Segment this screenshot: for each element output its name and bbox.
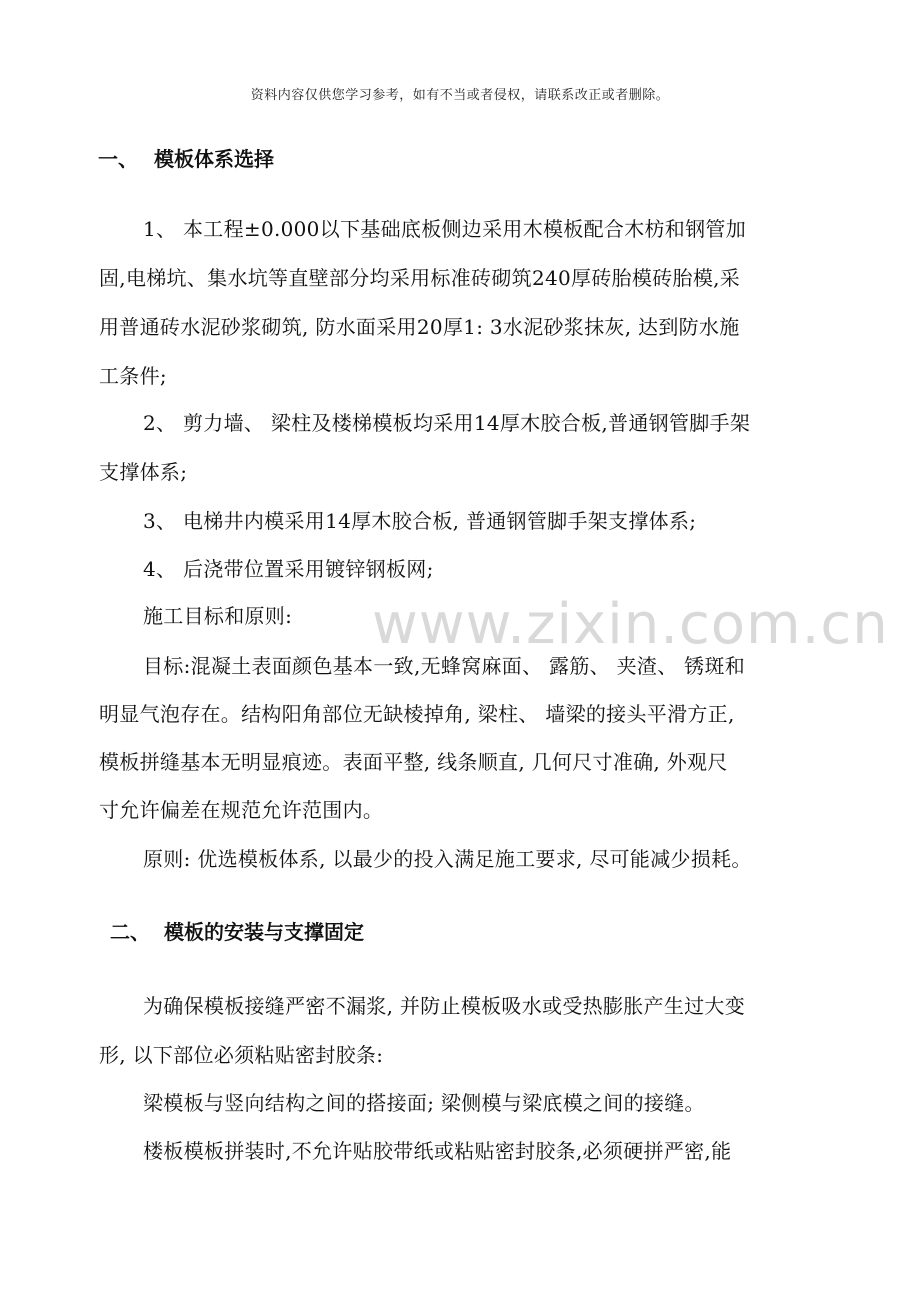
section-1-line: 用普通砖水泥砂浆砌筑, 防水面采用20厚1: 3水泥砂浆抹灰, 达到防水施 xyxy=(99,315,740,339)
section-1-line: 寸允许偏差在规范允许范围内。 xyxy=(99,798,384,822)
section-2-line: 楼板模板拼装时,不允许贴胶带纸或粘贴密封胶条,必须硬拼严密,能 xyxy=(143,1139,732,1163)
section-2-line: 形, 以下部位必须粘贴密封胶条: xyxy=(99,1043,384,1067)
watermark: www.zixin.com.cn xyxy=(372,592,889,657)
section-2-line: 梁模板与竖向结构之间的搭接面; 梁侧模与梁底模之间的接缝。 xyxy=(143,1091,705,1115)
section-1-line: 3、 电梯井内模采用14厚木胶合板, 普通钢管脚手架支撑体系; xyxy=(143,509,697,533)
section-2-heading xyxy=(110,916,364,945)
section-1-title: 模板体系选择 xyxy=(154,147,274,171)
section-1-line: 施工目标和原则: xyxy=(143,604,293,628)
section-1-line: 4、 后浇带位置采用镀锌钢板网; xyxy=(143,557,434,581)
section-1-line: 工条件; xyxy=(99,364,167,388)
section-2-number: 二、 xyxy=(110,920,150,944)
section-1-line: 模板拼缝基本无明显痕迹。表面平整, 线条顺直, 几何尺寸准确, 外观尺 xyxy=(99,750,728,774)
section-1-line: 目标:混凝土表面颜色基本一致,无蜂窝麻面、 露筋、 夹渣、 锈斑和 xyxy=(143,654,746,678)
section-1-line: 固,电梯坑、集水坑等直壁部分均采用标准砖砌筑240厚砖胎模砖胎模,采 xyxy=(99,266,741,290)
section-1-line: 原则: 优选模板体系, 以最少的投入满足施工要求, 尽可能减少损耗。 xyxy=(143,847,752,871)
section-1-line: 明显气泡存在。结构阳角部位无缺棱掉角, 梁柱、 墙梁的接头平滑方正, xyxy=(99,702,735,726)
section-1-line: 1、 本工程±0.000以下基础底板侧边采用木模板配合木枋和钢管加 xyxy=(143,217,746,241)
section-1-line: 支撑体系; xyxy=(99,460,188,484)
section-2-title: 模板的安装与支撑固定 xyxy=(164,920,364,944)
header-disclaimer: 资料内容仅供您学习参考，如有不当或者侵权，请联系改正或者删除。 xyxy=(250,88,670,103)
section-1-line: 2、 剪力墙、 梁柱及楼梯模板均采用14厚木胶合板,普通钢管脚手架 xyxy=(143,411,751,435)
section-1-number: 一、 xyxy=(98,147,138,171)
section-1-heading xyxy=(98,143,274,172)
section-2-line: 为确保模板接缝严密不漏浆, 并防止模板吸水或受热膨胀产生过大变 xyxy=(143,994,746,1018)
